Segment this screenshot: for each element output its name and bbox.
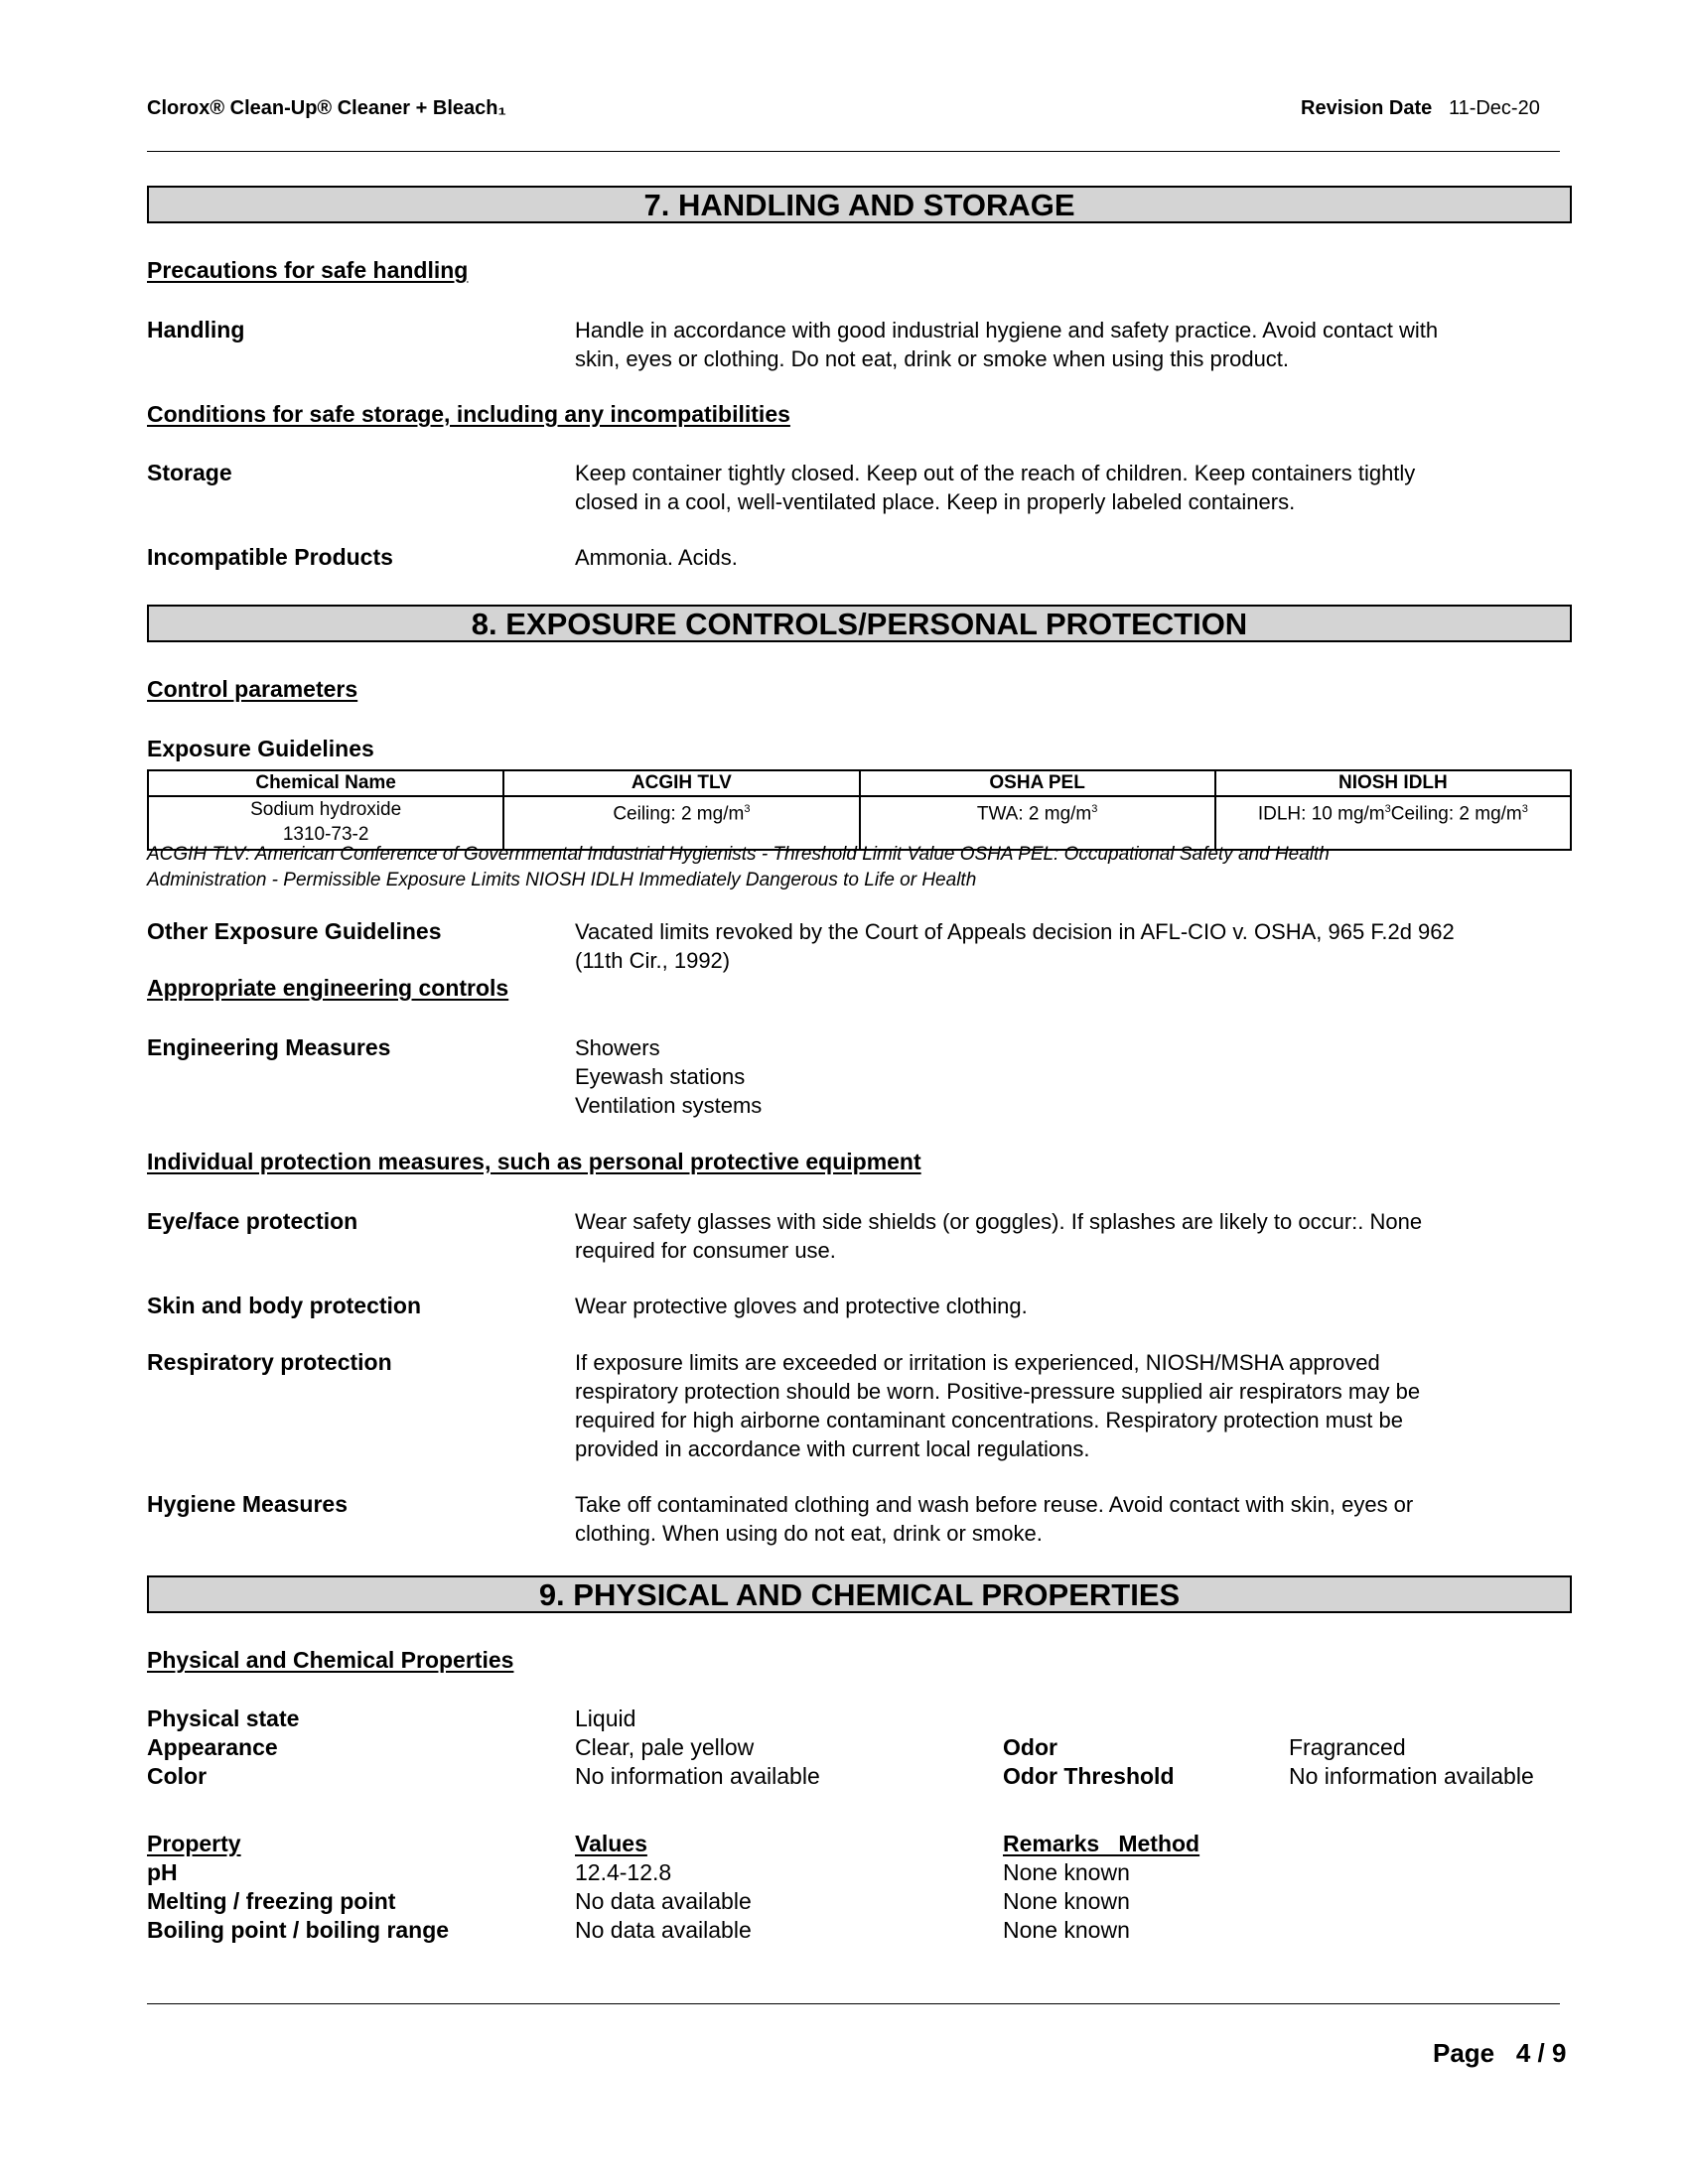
odor-label: Odor: [1003, 1734, 1057, 1760]
table-row: Boiling point / boiling range: [147, 1917, 450, 1943]
table-cell: 12.4-12.8: [575, 1859, 672, 1885]
handling-value: [575, 316, 1578, 373]
col-remarks-header: Remarks Method: [1003, 1831, 1200, 1856]
property-values: [575, 1858, 752, 1945]
odor-threshold-label: Odor Threshold: [1003, 1763, 1175, 1789]
handling-line: Handle in accordance with good industrial hygiene and safety practice. Avoid contact with: [575, 318, 1439, 342]
niosh-value-a: IDLH: 10 mg/m: [1257, 803, 1385, 825]
table-cell: None known: [1003, 1859, 1130, 1885]
col-osha: OSHA PEL: [860, 770, 1215, 796]
hygiene-measures-value: [575, 1490, 1578, 1548]
physical-values: [575, 1705, 820, 1791]
table-cell: None known: [1003, 1888, 1130, 1914]
handling-label: Handling: [147, 317, 245, 342]
revision-date-label: Revision Date: [1301, 97, 1433, 119]
storage-line: Keep container tightly closed. Keep out of the reach of children. Keep containers tightly: [575, 461, 1416, 485]
storage-label: Storage: [147, 460, 232, 485]
physical-labels: [147, 1705, 299, 1791]
col-acgih: ACGIH TLV: [503, 770, 859, 796]
respiratory-protection-label: Respiratory protection: [147, 1349, 392, 1375]
page-value: 4 / 9: [1515, 2038, 1567, 2068]
skin-protection-label: Skin and body protection: [147, 1293, 422, 1318]
table-cell: None known: [1003, 1917, 1130, 1943]
table-cell: No data available: [575, 1917, 752, 1943]
other-exposure-label: Other Exposure Guidelines: [147, 918, 442, 944]
storage-value: [575, 459, 1578, 516]
section-7-title: 7. HANDLING AND STORAGE: [147, 186, 1572, 223]
appearance-value: Clear, pale yellow: [575, 1734, 755, 1760]
cas-number: 1310-73-2: [282, 824, 369, 845]
odor-threshold-value: No information available: [1289, 1763, 1534, 1789]
eye-protection-value: [575, 1207, 1578, 1265]
revision-date-value: 11-Dec-20: [1448, 97, 1540, 119]
col-property-header: Property: [147, 1831, 241, 1856]
list-item: Ventilation systems: [575, 1093, 763, 1118]
superscript: 3: [744, 803, 751, 815]
odor-values: [1289, 1733, 1534, 1791]
exposure-table: [147, 769, 1572, 851]
conditions-heading: Conditions for safe storage, including any incompatibilities: [147, 401, 790, 427]
header-divider: [147, 151, 1560, 152]
physical-state-value: Liquid: [575, 1706, 636, 1731]
acgih-value: Ceiling: 2 mg/m: [613, 803, 745, 825]
table-footnote: [147, 842, 1577, 893]
hygiene-measures-label: Hygiene Measures: [147, 1491, 348, 1517]
section-9-title: 9. PHYSICAL AND CHEMICAL PROPERTIES: [147, 1575, 1572, 1613]
individual-protection-heading: Individual protection measures, such as personal protective equipment: [147, 1149, 921, 1174]
respiratory-line: required for high airborne contaminant concentrations. Respiratory protection must be: [575, 1408, 1404, 1433]
respiratory-line: If exposure limits are exceeded or irritation is experienced, NIOSH/MSHA approved: [575, 1350, 1380, 1375]
table-cell: No data available: [575, 1888, 752, 1914]
eye-line: Wear safety glasses with side shields (or goggles). If splashes are likely to occur:. None: [575, 1209, 1423, 1234]
col-chemical-name: Chemical Name: [148, 770, 503, 796]
eye-protection-label: Eye/face protection: [147, 1208, 358, 1234]
superscript: 3: [1091, 803, 1098, 815]
footnote-line: Administration - Permissible Exposure Limits NIOSH IDLH Immediately Dangerous to Life or Health: [147, 870, 977, 890]
other-exposure-line: (11th Cir., 1992): [575, 948, 731, 973]
engineering-measures-label: Engineering Measures: [147, 1034, 391, 1060]
respiratory-protection-value: [575, 1348, 1578, 1463]
col-values-header: Values: [575, 1831, 647, 1856]
engineering-controls-heading: Appropriate engineering controls: [147, 975, 509, 1001]
table-row: pH: [147, 1859, 178, 1885]
respiratory-line: respiratory protection should be worn. Positive-pressure supplied air respirators may be: [575, 1379, 1421, 1404]
page-label: Page: [1433, 2038, 1495, 2068]
precautions-heading: Precautions for safe handling: [147, 257, 469, 283]
table-header-row: [148, 770, 1571, 796]
footnote-line: ACGIH TLV: American Conference of Governmental Industrial Hygienists - Threshold Limit Value OSHA PEL: Occupational Safety and Health: [147, 844, 1330, 865]
respiratory-line: provided in accordance with current local regulations.: [575, 1436, 1090, 1461]
eye-line: required for consumer use.: [575, 1238, 836, 1263]
revision-date: [1301, 97, 1540, 120]
page-number: [1433, 2038, 1566, 2069]
handling-line: skin, eyes or clothing. Do not eat, drink or smoke when using this product.: [575, 346, 1290, 371]
physical-properties-heading: Physical and Chemical Properties: [147, 1647, 514, 1673]
appearance-label: Appearance: [147, 1734, 278, 1760]
storage-line: closed in a cool, well-ventilated place. Keep in properly labeled containers.: [575, 489, 1296, 514]
section-8-title: 8. EXPOSURE CONTROLS/PERSONAL PROTECTION: [147, 605, 1572, 642]
engineering-measures-list: [575, 1033, 1578, 1120]
exposure-guidelines-label: Exposure Guidelines: [147, 736, 374, 761]
hygiene-line: clothing. When using do not eat, drink or smoke.: [575, 1521, 1043, 1546]
col-niosh: NIOSH IDLH: [1215, 770, 1571, 796]
property-names: [147, 1858, 449, 1945]
incompatible-value: Ammonia. Acids.: [575, 545, 738, 570]
control-parameters-heading: Control parameters: [147, 676, 358, 702]
list-item: Eyewash stations: [575, 1064, 746, 1089]
chemical-name: Sodium hydroxide: [250, 799, 402, 820]
incompatible-label: Incompatible Products: [147, 544, 393, 570]
superscript: 3: [1521, 803, 1528, 815]
footer-divider: [147, 2003, 1560, 2004]
color-label: Color: [147, 1763, 208, 1789]
odor-labels: [1003, 1733, 1175, 1791]
list-item: Showers: [575, 1035, 660, 1060]
skin-protection-value: Wear protective gloves and protective clothing.: [575, 1294, 1028, 1318]
product-name: Clorox® Clean-Up® Cleaner + Bleach₁: [147, 97, 506, 119]
color-value: No information available: [575, 1763, 820, 1789]
property-remarks: [1003, 1858, 1130, 1945]
other-exposure-line: Vacated limits revoked by the Court of Appeals decision in AFL-CIO v. OSHA, 965 F.2d 962: [575, 919, 1455, 944]
osha-value: TWA: 2 mg/m: [976, 803, 1092, 825]
physical-state-label: Physical state: [147, 1706, 300, 1731]
table-row: Melting / freezing point: [147, 1888, 396, 1914]
other-exposure-value: [575, 917, 1578, 975]
niosh-value-b: Ceiling: 2 mg/m: [1390, 803, 1522, 825]
hygiene-line: Take off contaminated clothing and wash before reuse. Avoid contact with skin, eyes or: [575, 1492, 1414, 1517]
odor-value: Fragranced: [1289, 1734, 1406, 1760]
superscript: 3: [1384, 803, 1391, 815]
